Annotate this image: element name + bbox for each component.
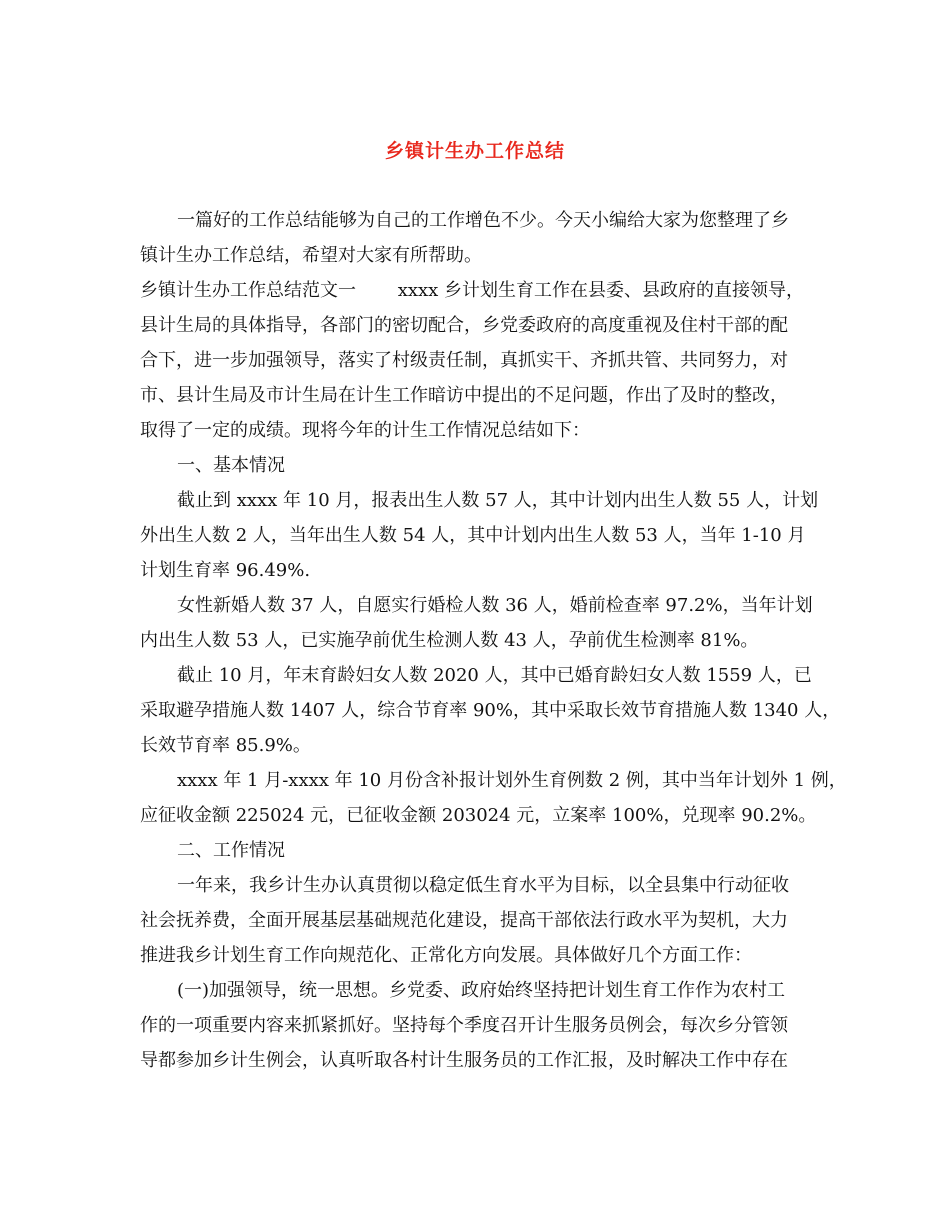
paragraph-line: 推进我乡计划生育工作向规范化、正常化方向发展。具体做好几个方面工作： bbox=[140, 945, 752, 966]
paragraph-line: 乡镇计生办工作总结范文一 xxxx 乡计划生育工作在县委、县政府的直接领导， bbox=[140, 280, 805, 301]
paragraph-line: 县计生局的具体指导，各部门的密切配合，乡党委政府的高度重视及住村干部的配 bbox=[140, 315, 788, 336]
paragraph-line: 外出生人数 2 人，当年出生人数 54 人，其中计划内出生人数 53 人，当年 1-10 月 bbox=[140, 525, 806, 546]
paragraph-line: 一篇好的工作总结能够为自己的工作增色不少。今天小编给大家为您整理了乡 bbox=[177, 210, 789, 231]
paragraph-line: 采取避孕措施人数 1407 人，综合节育率 90%，其中采取长效节育措施人数 1340 人， bbox=[140, 700, 841, 721]
section-heading: 一、基本情况 bbox=[177, 455, 285, 476]
paragraph-line: (一)加强领导，统一思想。乡党委、政府始终坚持把计划生育工作作为农村工 bbox=[177, 980, 786, 1001]
paragraph-line: 导都参加乡计生例会，认真听取各村计生服务员的工作汇报，及时解决工作中存在 bbox=[140, 1050, 788, 1071]
paragraph-line: 应征收金额 225024 元，已征收金额 203024 元，立案率 100%，兑现率 90.2%。 bbox=[140, 805, 817, 826]
paragraph-line: 截止到 xxxx 年 10 月，报表出生人数 57 人，其中计划内出生人数 55 人，计划 bbox=[177, 490, 819, 511]
paragraph-line: 内出生人数 53 人，已实施孕前优生检测人数 43 人，孕前优生检测率 81%。 bbox=[140, 630, 759, 651]
paragraph-line: xxxx 年 1 月-xxxx 年 10 月份含补报计划外生育例数 2 例，其中当年计划外 1 例， bbox=[177, 770, 847, 791]
paragraph-line: 长效节育率 85.9%。 bbox=[140, 735, 311, 756]
paragraph-line: 一年来，我乡计生办认真贯彻以稳定低生育水平为目标，以全县集中行动征收 bbox=[177, 875, 789, 896]
paragraph-line: 计划生育率 96.49%. bbox=[140, 560, 311, 581]
section-heading: 二、工作情况 bbox=[177, 840, 285, 861]
paragraph-line: 镇计生办工作总结，希望对大家有所帮助。 bbox=[140, 245, 482, 266]
paragraph-line: 截止 10 月，年末育龄妇女人数 2020 人，其中已婚育龄妇女人数 1559 人，已 bbox=[177, 665, 812, 686]
paragraph-line: 作的一项重要内容来抓紧抓好。坚持每个季度召开计生服务员例会，每次乡分管领 bbox=[140, 1015, 788, 1036]
document-title: 乡镇计生办工作总结 bbox=[384, 140, 565, 162]
paragraph-line: 市、县计生局及市计生局在计生工作暗访中提出的不足问题，作出了及时的整改， bbox=[140, 385, 788, 406]
paragraph-line: 取得了一定的成绩。现将今年的计生工作情况总结如下： bbox=[140, 420, 590, 441]
paragraph-line: 女性新婚人数 37 人，自愿实行婚检人数 36 人，婚前检查率 97.2%，当年计划 bbox=[177, 595, 813, 616]
paragraph-line: 合下，进一步加强领导，落实了村级责任制，真抓实干、齐抓共管、共同努力，对 bbox=[140, 350, 788, 371]
paragraph-line: 社会抚养费，全面开展基层基础规范化建设，提高干部依法行政水平为契机，大力 bbox=[140, 910, 788, 931]
